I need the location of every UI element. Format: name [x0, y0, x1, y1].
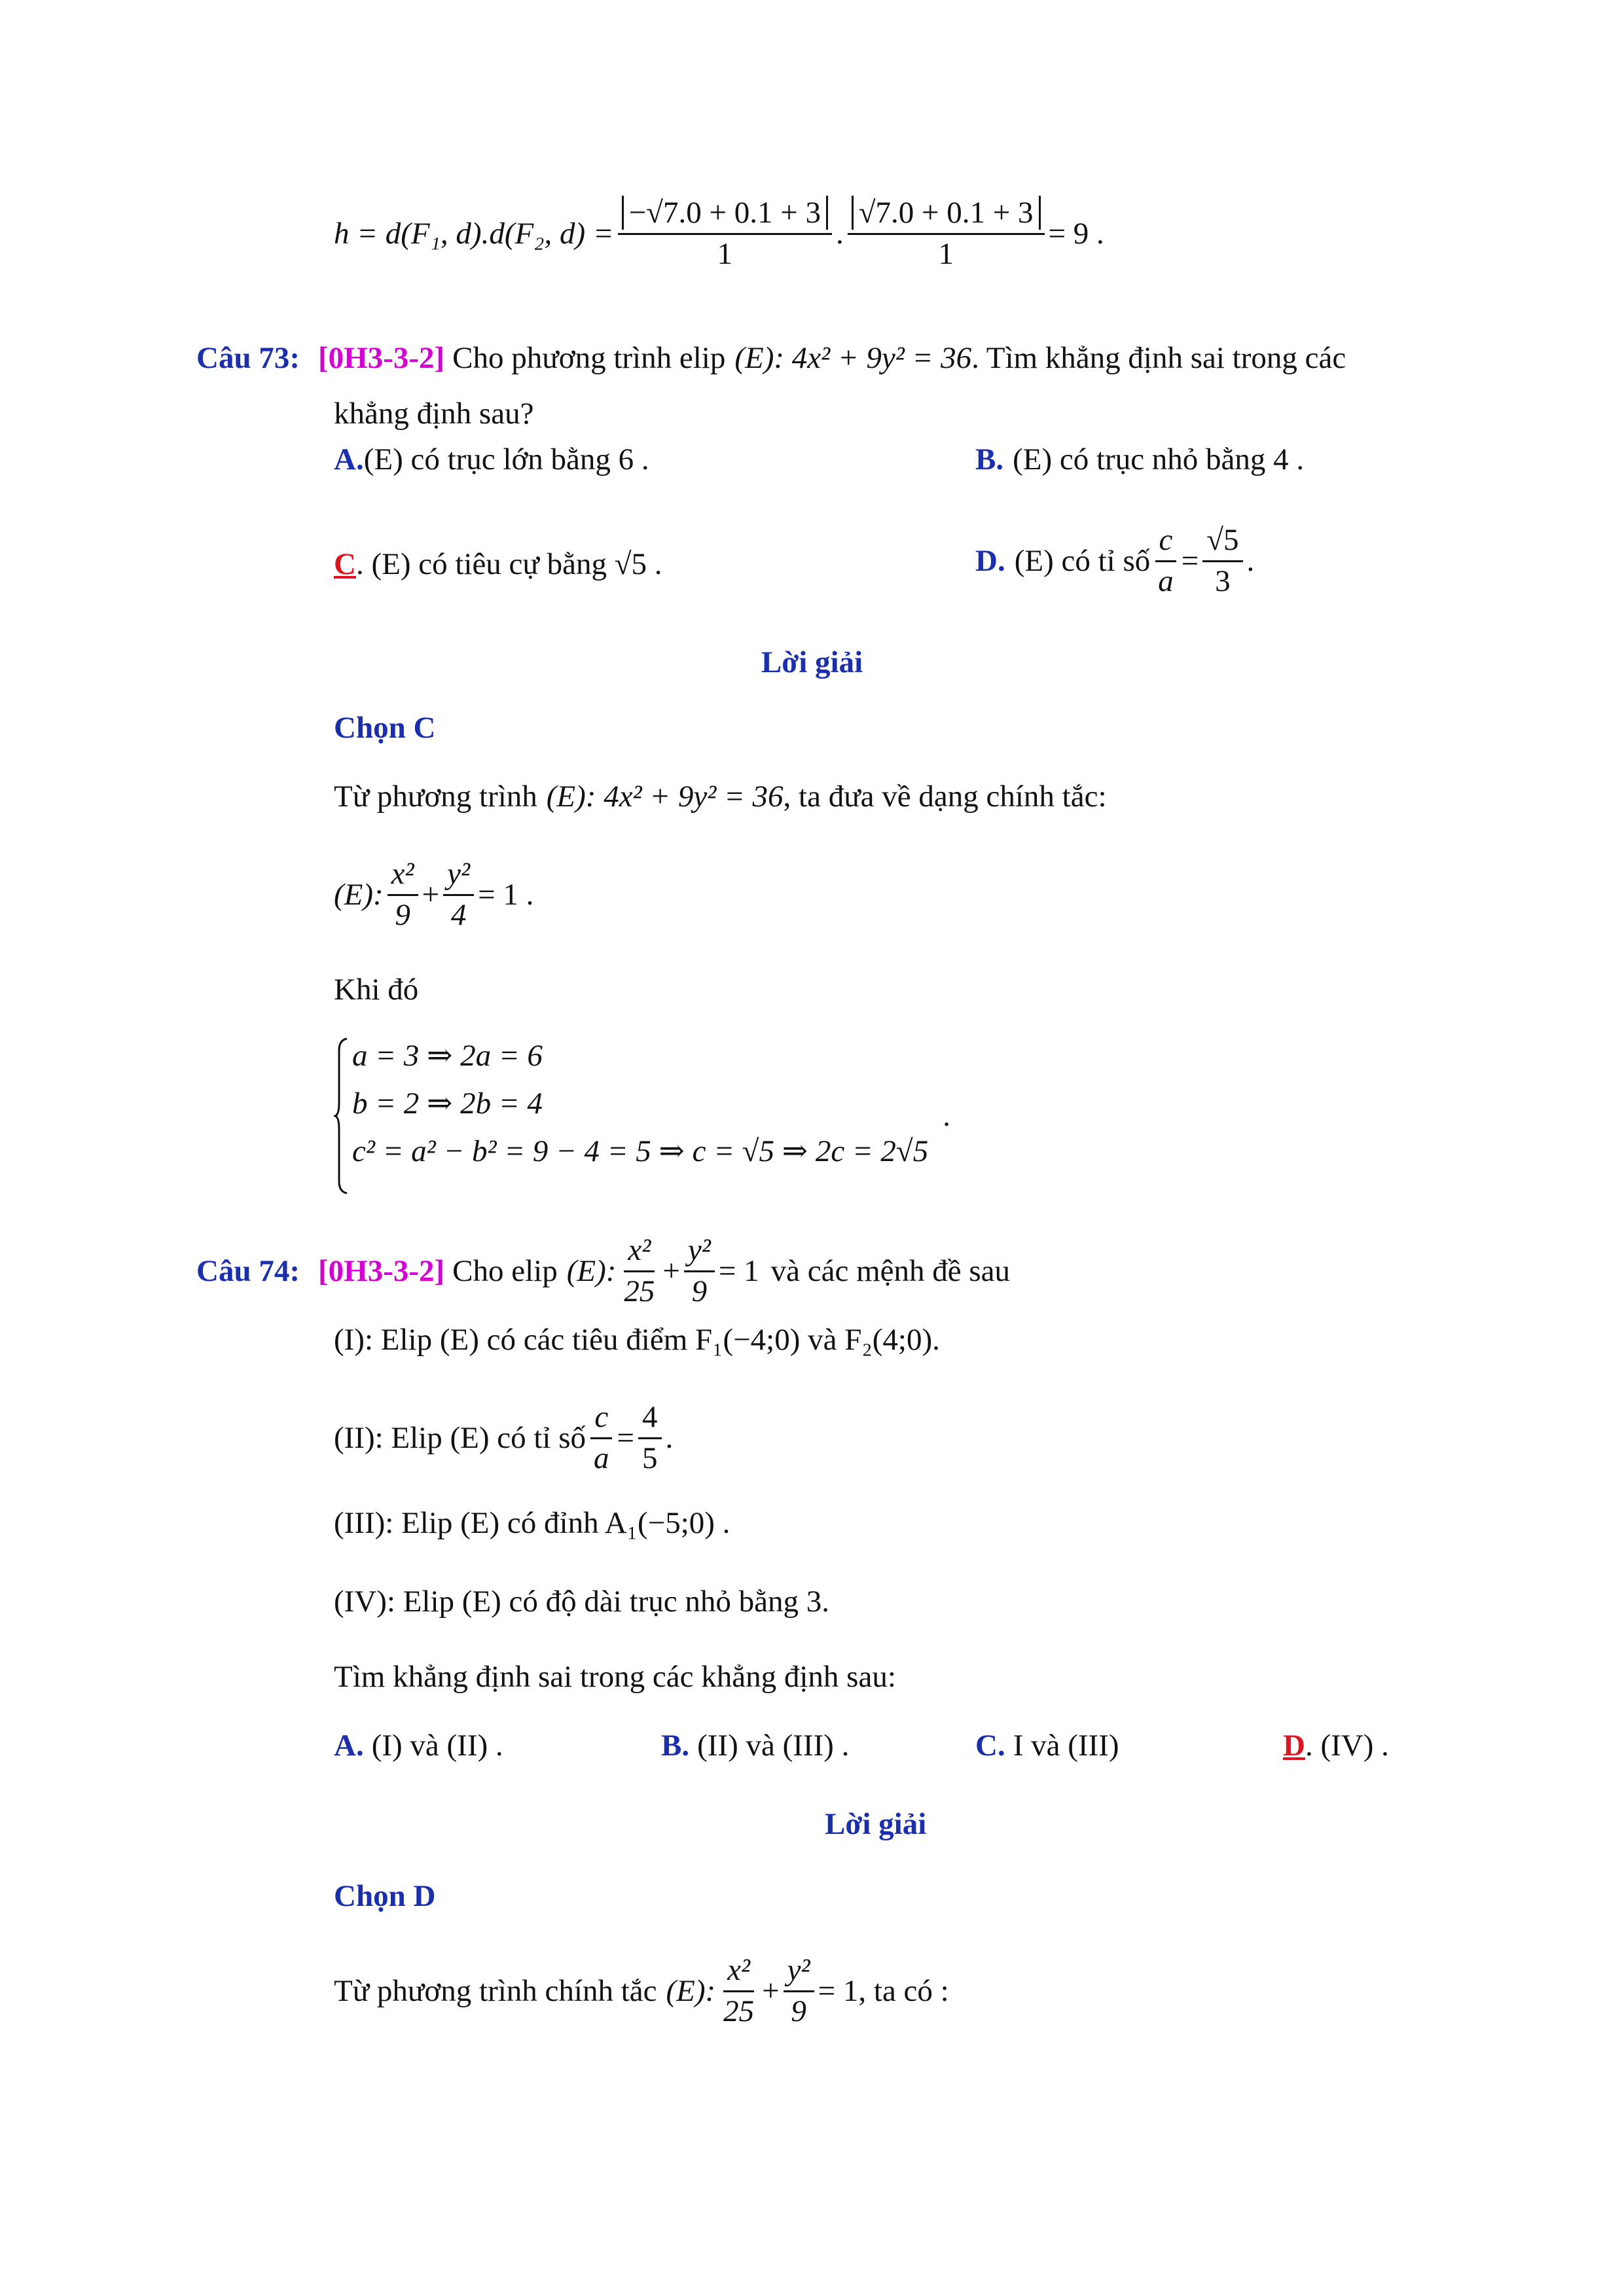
q74-stem-frac-y — [684, 1234, 715, 1308]
q73-option-d-label: D. — [975, 544, 1005, 579]
q74-tag: [0H3-3-2] — [317, 1254, 445, 1289]
q73-solution-title — [0, 645, 1624, 680]
q73-canonical-plus: + — [422, 878, 440, 912]
q74-stem — [196, 1234, 1010, 1308]
q74-question: Tìm khẳng định sai trong các khẳng định sau: — [334, 1660, 896, 1694]
q73-stem-line2: khẳng định sau? — [334, 397, 534, 431]
q74-stem-e: (E): — [566, 1254, 617, 1289]
q74-statement-2-pre: (II): Elip (E) có tỉ số — [334, 1421, 586, 1456]
q73-stem-text-2: . Tìm khẳng định sai trong các — [971, 341, 1346, 375]
q74-statement-2-ratio — [590, 1401, 613, 1475]
top-formula-den2: 1 — [938, 236, 954, 271]
q73-system-dot: . — [943, 1099, 950, 1133]
q74-option-d-text: . (IV) . — [1305, 1729, 1389, 1763]
q73-canonical-equation — [334, 857, 533, 932]
q73-stem — [196, 340, 1346, 376]
q74-option-c-text: I và (III) — [1013, 1729, 1119, 1763]
q74-solution-line — [334, 1954, 949, 2028]
q73-option-d-ratio — [1154, 524, 1178, 598]
q74-solution-e: (E): — [666, 1974, 716, 2009]
q74-option-d-label: D — [1283, 1729, 1305, 1763]
q73-canonical-4: 4 — [450, 897, 467, 932]
q74-solution-9: 9 — [791, 1994, 806, 2028]
top-formula-num2: √7.0 + 0.1 + 3 — [852, 196, 1041, 230]
q73-option-b[interactable] — [975, 442, 1304, 477]
q74-statement-4: (IV): Elip (E) có độ dài trục nhỏ bằng 3. — [334, 1585, 830, 1619]
top-formula-den1: 1 — [717, 236, 733, 271]
q74-solution-pre: Từ phương trình chính tắc — [334, 1974, 657, 2009]
q73-solution-title-text: Lời giải — [761, 645, 863, 679]
q73-solution-line1-pre: Từ phương trình — [334, 780, 537, 814]
q74-solution-y: y² — [784, 1954, 814, 1992]
q73-option-d-c: c — [1155, 524, 1177, 562]
q74-statement-2-eq: = — [617, 1421, 635, 1456]
q73-solution-line1-eq: (E): 4x² + 9y² = 36 — [546, 780, 784, 814]
q73-system — [334, 1037, 950, 1194]
q74-option-a-text: (I) và (II) . — [371, 1729, 503, 1763]
q73-khi-do: Khi đó — [334, 973, 419, 1007]
q74-solution-plus: + — [762, 1974, 780, 2009]
q74-statement-2 — [334, 1401, 673, 1475]
q74-statement-2-5: 5 — [642, 1441, 658, 1475]
q73-option-d[interactable] — [975, 524, 1254, 598]
q73-option-d-eq: = — [1181, 544, 1199, 579]
q73-option-a[interactable] — [334, 442, 649, 477]
q74-stem-text-2: và các mệnh đề sau — [770, 1254, 1011, 1289]
q74-statement-2-c: c — [590, 1401, 612, 1439]
q73-choice: Chọn C — [334, 711, 436, 745]
q74-option-d[interactable] — [1283, 1728, 1389, 1763]
q73-stem-equation: (E): 4x² + 9y² = 36 — [734, 341, 972, 375]
q73-canonical-x: x² — [388, 857, 418, 896]
q74-solution-post: = 1, ta có : — [818, 1974, 949, 2009]
q74-statement-2-a: a — [594, 1441, 609, 1475]
q74-solution-x: x² — [723, 1954, 754, 1992]
q73-tag: [0H3-3-2] — [317, 341, 445, 375]
q73-option-b-label: B. — [975, 442, 1004, 476]
q74-option-a-label: A. — [334, 1729, 364, 1763]
q73-option-a-label: A. — [334, 442, 364, 476]
q73-option-a-text: (E) có trục lớn bằng 6 . — [363, 442, 649, 476]
q74-choice: Chọn D — [334, 1879, 436, 1913]
q74-stem-text-1: Cho elip — [452, 1254, 558, 1289]
q73-system-line2: b = 2 ⇒ 2b = 4 — [352, 1086, 543, 1121]
q73-solution-line1-post: , ta đưa về dạng chính tắc: — [783, 780, 1107, 814]
q73-option-d-a: a — [1158, 564, 1174, 598]
q74-statement-1: (I): Elip (E) có các tiêu điểm F₁(−4;0) và F₂(4;0). — [334, 1323, 940, 1357]
q74-statement-2-value — [638, 1401, 662, 1475]
q73-canonical-9: 9 — [395, 897, 410, 932]
q74-stem-x: x² — [624, 1234, 655, 1272]
q74-stem-9: 9 — [691, 1274, 708, 1308]
q73-canonical-pre: (E): — [334, 878, 384, 912]
q73-canonical-y: y² — [443, 857, 474, 896]
q74-option-b[interactable] — [661, 1728, 849, 1763]
q73-option-c-text: . (E) có tiêu cự bằng √5 . — [355, 547, 662, 581]
q74-stem-eq: = 1 — [718, 1254, 759, 1289]
q73-option-c-label: C — [334, 547, 356, 581]
top-formula-num1: −√7.0 + 0.1 + 3 — [622, 196, 828, 230]
q74-label: Câu 74: — [196, 1254, 300, 1289]
q74-option-c[interactable] — [975, 1728, 1119, 1763]
q73-label: Câu 73: — [196, 341, 300, 375]
q73-option-d-num: √5 — [1202, 524, 1242, 562]
q74-solution-title: Lời giải — [825, 1807, 927, 1841]
q73-stem-text-1: Cho phương trình elip — [452, 341, 726, 375]
top-formula-lhs: h = d(F₁, d).d(F₂, d) = — [334, 217, 614, 251]
q73-option-c[interactable] — [334, 547, 662, 582]
q74-statement-2-4: 4 — [638, 1401, 662, 1439]
q74-option-b-label: B. — [661, 1729, 690, 1763]
q74-option-b-text: (II) và (III) . — [697, 1729, 850, 1763]
q73-option-d-text: (E) có tỉ số — [1014, 544, 1151, 579]
top-formula-rhs: = 9 . — [1048, 217, 1104, 251]
top-formula: h = d(F₁, d).d(F₂, d) = $\frac{-√7.0 + 0.1 + 3}{1}$ . $\frac{√7.0 + 0.1 + 3}{1}$ = 9 . — [334, 196, 1104, 271]
q74-statement-2-end: . — [665, 1421, 674, 1456]
q74-option-c-label: C. — [975, 1729, 1005, 1763]
top-formula-frac1 — [618, 196, 832, 271]
q73-option-b-text: (E) có trục nhỏ bằng 4 . — [1013, 442, 1305, 476]
q74-solution-frac-x — [719, 1954, 758, 2028]
q73-option-d-end: . — [1246, 544, 1255, 579]
q73-option-d-value — [1202, 524, 1242, 598]
q74-solution-25: 25 — [723, 1994, 755, 2028]
q73-option-d-den: 3 — [1215, 564, 1231, 598]
q73-canonical-post: = 1 . — [478, 878, 534, 912]
q74-solution-frac-y — [784, 1954, 814, 2028]
q74-stem-plus: + — [662, 1254, 680, 1289]
q74-stem-y: y² — [684, 1234, 715, 1272]
q73-system-line1: a = 3 ⇒ 2a = 6 — [352, 1039, 543, 1073]
q73-canonical-frac-y — [443, 857, 474, 932]
q74-option-a[interactable] — [334, 1728, 503, 1763]
q74-stem-frac-x — [620, 1234, 659, 1308]
q73-system-line3: c² = a² − b² = 9 − 4 = 5 ⇒ c = √5 ⇒ 2c = 2√5 — [352, 1134, 929, 1168]
q74-statement-3: (III): Elip (E) có đỉnh A₁(−5;0) . — [334, 1506, 731, 1540]
left-brace-icon — [334, 1037, 348, 1194]
q73-solution-line1 — [334, 779, 1107, 814]
top-formula-frac2 — [848, 196, 1045, 271]
q73-canonical-frac-x — [388, 857, 418, 932]
q74-stem-25: 25 — [624, 1274, 655, 1308]
